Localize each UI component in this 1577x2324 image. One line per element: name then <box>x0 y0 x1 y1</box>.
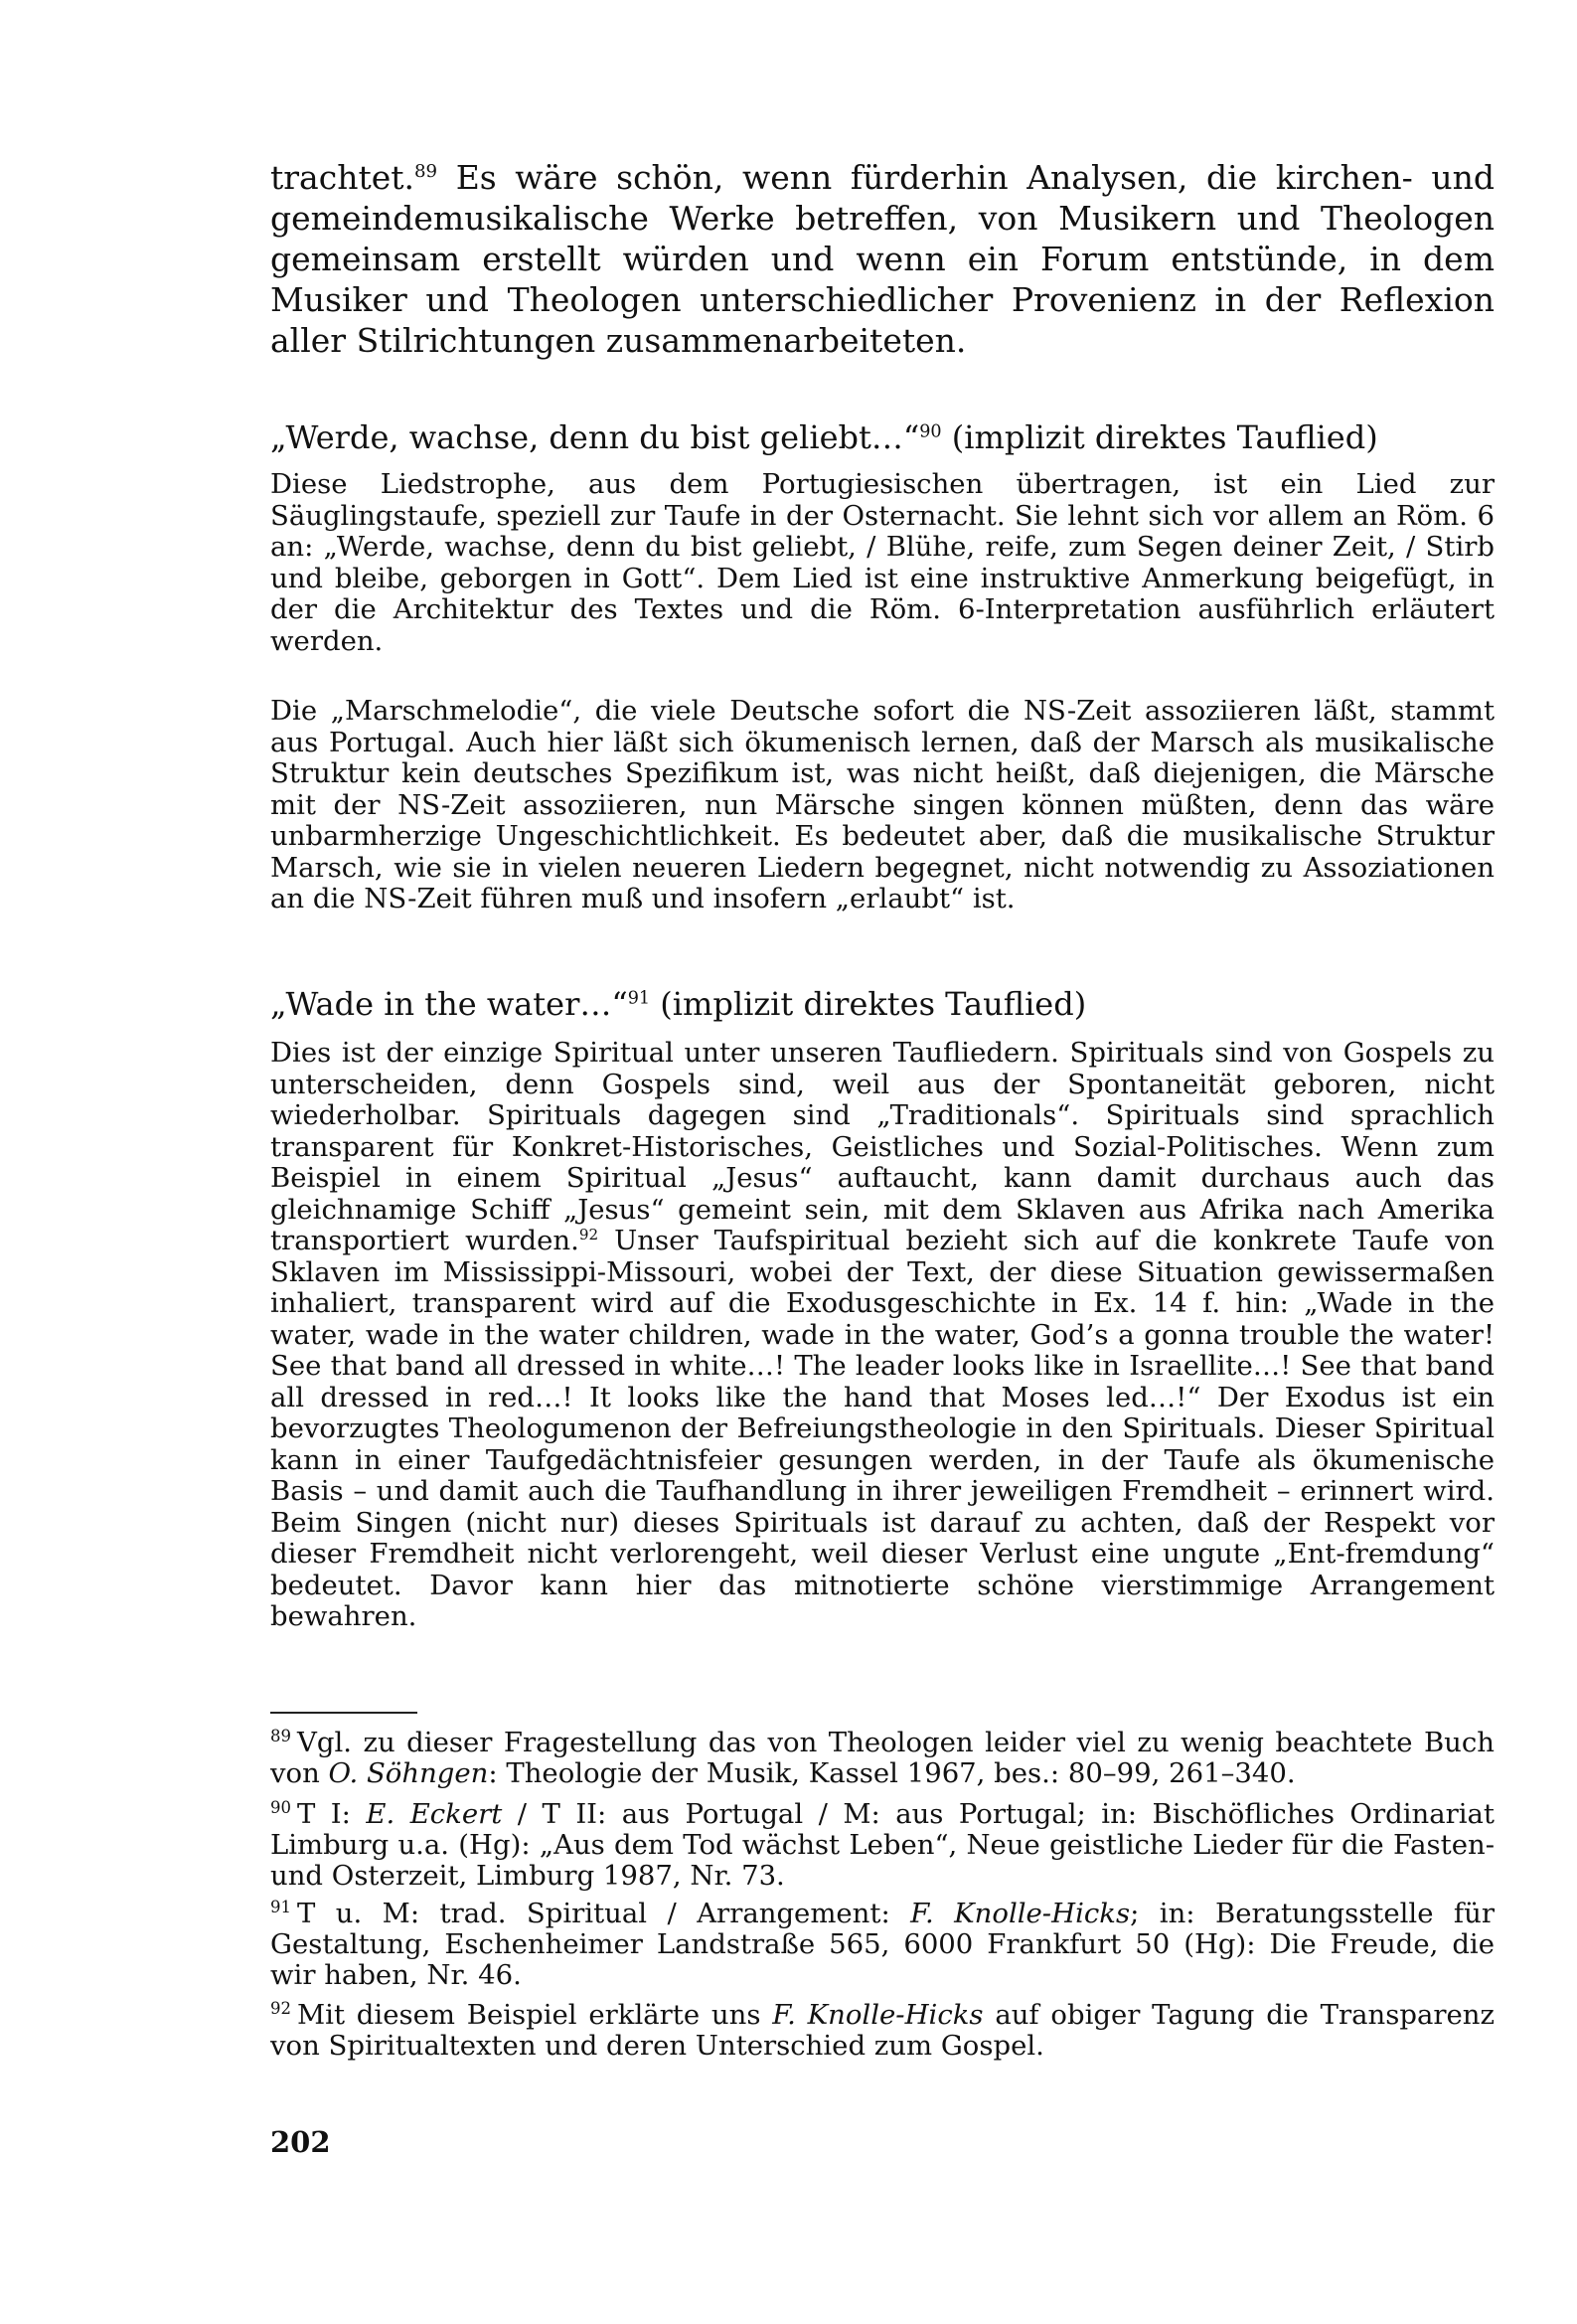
footnote-text-cont: auf obiger Tagung die Transparenz von Spiritualtexten und deren Unterschied zum Gospel. <box>270 1999 1495 2062</box>
footnote-text-cont: : Theologie der Musik, Kassel 1967, bes.: 80–99, 261–340. <box>488 1757 1296 1789</box>
footnote-89 <box>270 1728 1495 1789</box>
footnote-number: 91 <box>270 1897 291 1916</box>
paragraph-text: Dies ist der einzige Spiritual unter unseren Taufliedern. Spirituals sind von Gospels zu unterscheiden, denn Gospels sind, weil aus der Spontaneität geboren, nicht wiederholbar. Spirituals dagegen sind „Traditionals“. Spirituals sind sprachlich transparent für Konkret-Historisches, Geistliches und Sozial-Politisches. Wenn zum Beispiel in einem Spiritual „Jesus“ auftaucht, kann damit durchaus auch das gleichnamige Schiff „Jesus“ gemeint sein, mit dem Sklaven aus Afrika nach Amerika transportiert wurden. <box>270 1037 1495 1256</box>
page-number: 202 <box>270 2125 331 2159</box>
heading-subtitle: (implizit direktes Tauflied) <box>941 418 1378 456</box>
paragraph-text: Die „Marschmelodie“, die viele Deutsche sofort die NS-Zeit assoziieren läßt, stammt aus Portugal. Auch hier läßt sich ökumenisch lernen, daß der Marsch als musikalische Struktur kein deutsches Spezifikum ist, was nicht heißt, daß diejenigen, die Märsche mit der NS-Zeit assoziieren, nun Märsche singen können müßten, denn das wäre unbarmherzige Ungeschichtlichkeit. Es bedeutet aber, daß die musikalische Struktur Marsch, wie sie in vielen neueren Liedern begegnet, nicht notwendig zu Assoziationen an die NS-Zeit führen muß und insofern „erlaubt“ ist. <box>270 695 1495 914</box>
paragraph-text: Diese Liedstrophe, aus dem Portugiesischen übertragen, ist ein Lied zur Säuglingstaufe, speziell zur Taufe in der Osternacht. Sie lehnt sich vor allem an Röm. 6 an: „Werde, wachse, denn du bist geliebt, / Blühe, reife, zum Segen deiner Zeit, / Stirb und bleibe, geborgen in Gott“. Dem Lied ist eine instruktive Anmerkung beigefügt, in der die Architektur des Textes und die Röm. 6-Interpretation ausführlich erläutert werden. <box>270 468 1495 657</box>
footnote-author: F. Knolle-Hicks <box>910 1898 1131 1929</box>
footnote-text: T I: <box>297 1798 367 1830</box>
heading-title: „Wade in the water…“ <box>270 985 628 1023</box>
footnote-author: F. Knolle-Hicks <box>772 1999 984 2031</box>
paragraph-text-cont: Unser Taufspiritual bezieht sich auf die konkrete Taufe von Sklaven im Mississippi-Missouri, wobei der Text, der diese Situation gewissermaßen inhaliert, transparent wird auf die Exodusgeschichte in Ex. 14 f. hin: „Wade in the water, wade in the water children, wade in the water, God’s a gonna trouble the water! See that band all dressed in white…! The leader looks like in Israellite…! See that band all dressed in red…! It looks like the hand that Moses led…!“ Der Exodus ist ein bevorzugtes Theologumenon der Befreiungstheologie in den Spirituals. Dieser Spiritual kann in einer Taufgedächtnisfeier gesungen werden, in der Taufe als ökumenische Basis – und damit auch die Taufhandlung in ihrer jeweiligen Fremdheit – erinnert wird. Beim Singen (nicht nur) dieses Spirituals ist darauf zu achten, daß der Respekt vor dieser Fremdheit nicht verlorengeht, weil dieser Verlust eine ungute „Ent-fremdung“ bedeutet. Davor kann hier das mitnotierte schöne vierstimmige Arrangement bewahren. <box>270 1225 1495 1632</box>
footnote-92 <box>270 2000 1495 2062</box>
footnote-divider <box>270 1712 417 1714</box>
section2-paragraph <box>270 1038 1495 1633</box>
footnote-text: Vgl. zu dieser Fragestellung das von Theologen leider viel zu wenig beachtete Buch von <box>270 1727 1495 1789</box>
section-heading-wade <box>270 984 1495 1024</box>
section1-paragraph-2 <box>270 696 1495 915</box>
footnote-author: O. Söhngen <box>328 1757 489 1789</box>
section1-paragraph-1 <box>270 469 1495 657</box>
footnote-91 <box>270 1899 1495 1991</box>
footnote-ref-89[interactable]: 89 <box>414 161 438 182</box>
body-paragraph-intro <box>270 157 1495 361</box>
footnote-number: 92 <box>270 1998 291 2018</box>
footnote-text-cont: / T II: aus Portugal / M: aus Portugal; in: Bischöfliches Ordinariat Limburg u.a. (Hg): „Aus dem Tod wächst Leben“, Neue geistliche Lieder für die Fasten- und Osterzeit, Limburg 1987, Nr. 73. <box>270 1798 1495 1892</box>
intro-text: trachtet. <box>270 158 414 197</box>
footnote-ref-92[interactable]: 92 <box>578 1225 599 1244</box>
footnote-number: 89 <box>270 1726 291 1745</box>
section-heading-werde <box>270 417 1495 457</box>
footnote-number: 90 <box>270 1797 291 1817</box>
heading-subtitle: (implizit direktes Tauflied) <box>650 985 1087 1023</box>
footnote-ref-91[interactable]: 91 <box>627 988 651 1009</box>
footnote-text: Mit diesem Beispiel erklärte uns <box>297 1999 773 2031</box>
footnote-author: E. Eckert <box>366 1798 503 1830</box>
footnote-90 <box>270 1799 1495 1892</box>
footnote-ref-90[interactable]: 90 <box>919 421 942 442</box>
footnote-text-cont: ; in: Beratungsstelle für Gestaltung, Eschenheimer Landstraße 565, 6000 Frankfurt 50 (Hg): Die Freude, die wir haben, Nr. 46. <box>270 1898 1495 1991</box>
footnote-text: T u. M: trad. Spiritual / Arrangement: <box>297 1898 911 1929</box>
intro-text-cont: Es wäre schön, wenn fürderhin Analysen, die kirchen- und gemeindemusikalische Werke betreffen, von Musikern und Theologen gemeinsam erstellt würden und wenn ein Forum entstünde, in dem Musiker und Theologen unterschiedlicher Provenienz in der Reflexion aller Stilrichtungen zusammenarbeiteten. <box>270 158 1495 360</box>
heading-title: „Werde, wachse, denn du bist geliebt…“ <box>270 418 920 456</box>
